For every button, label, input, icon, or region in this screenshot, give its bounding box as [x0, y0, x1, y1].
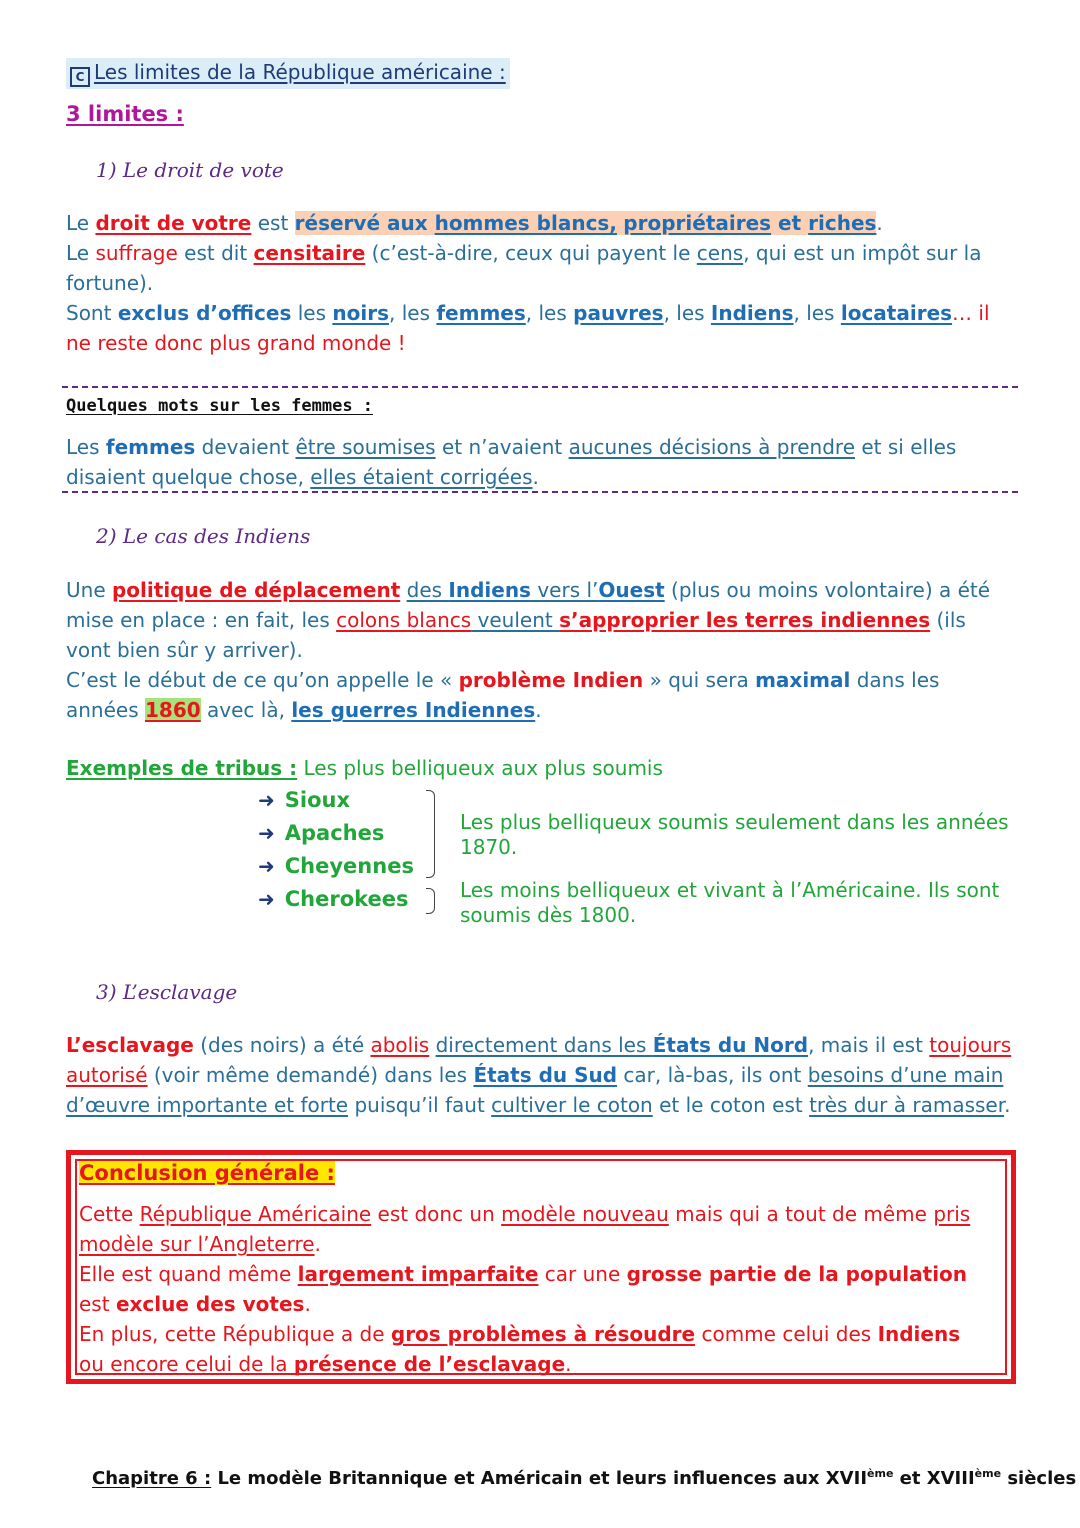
conclusion-title: Conclusion générale : — [79, 1161, 335, 1185]
s2-paragraph-2: C’est le début de ce qu’on appelle le « problème Indien » qui sera maximal dans les années 1860 avec là, les guerres Indiennes. — [66, 668, 940, 722]
s3-text — [66, 1030, 1016, 1120]
subsection-3-title: 3) L’esclavage — [96, 980, 238, 1004]
subsection-1-title: 1) Le droit de vote — [96, 158, 284, 182]
list-item: ➜ Cherokees — [258, 887, 409, 911]
s1-paragraph-3: Sont exclus d’offices les noirs, les femmes, les pauvres, les Indiens, les locataires… il ne reste donc plus grand monde ! — [66, 301, 990, 355]
s1-text — [66, 208, 1016, 358]
section-marker: C — [70, 67, 90, 87]
s1-paragraph-2: Le suffrage est dit censitaire (c’est-à-dire, ceux qui payent le cens, qui est un impôt sur la fortune). — [66, 241, 982, 295]
list-item: ➜ Sioux — [258, 788, 351, 812]
limits-heading: 3 limites : — [66, 102, 184, 126]
tribes-list — [258, 788, 414, 920]
conclusion-paragraph-3: En plus, cette République a de gros problèmes à résoudre comme celui des Indiens ou encore celui de la présence de l’esclavage. — [79, 1322, 961, 1376]
subsection-2-title: 2) Le cas des Indiens — [96, 524, 311, 548]
conclusion-box — [66, 1150, 1016, 1384]
s3-paragraph: L’esclavage (des noirs) a été abolis directement dans les États du Nord, mais il est toujours autorisé (voir même demandé) dans les États du Sud car, là-bas, ils ont besoins d’une main d’œuvre importante et forte puisqu’il faut cultiver le coton et le coton est très dur à ramasser. — [66, 1033, 1012, 1117]
tribes-note-2: Les moins belliqueux et vivant à l’Américaine. Ils sont soumis dès 1800. — [460, 878, 1000, 927]
conclusion-paragraph-1: Cette République Américaine est donc un modèle nouveau mais qui a tout de même pris modèle sur l’Angleterre. — [79, 1202, 971, 1256]
divider-top — [62, 386, 1018, 388]
page-footer: Chapitre 6 : Le modèle Britannique et Américain et leurs influences aux XVIIème et XVIIIème siècles — [92, 1467, 1077, 1489]
tribes-note-1: Les plus belliqueux soumis seulement dans les années 1870. — [460, 810, 1009, 859]
brace-1 — [426, 790, 435, 878]
s2-paragraph-1: Une politique de déplacement des Indiens vers l’Ouest (plus ou moins volontaire) a été mise en place : en fait, les colons blancs veulent s’approprier les terres indiennes (ils vont bien sûr y arriver). — [66, 578, 991, 662]
examples-line: Exemples de tribus : Les plus belliqueux aux plus soumis — [66, 756, 663, 780]
conclusion-text — [79, 1199, 979, 1379]
divider-bottom — [62, 491, 1018, 493]
women-box-title: Quelques mots sur les femmes : — [66, 396, 374, 416]
list-item: ➜ Apaches — [258, 821, 385, 845]
brace-2 — [426, 888, 435, 914]
section-title — [66, 58, 510, 89]
s1-paragraph-1: Le droit de votre est réservé aux hommes blancs, propriétaires et riches. — [66, 211, 883, 235]
women-box-text: Les femmes devaient être soumises et n’avaient aucunes décisions à prendre et si elles disaient quelque chose, elles étaient corrigées. — [66, 435, 957, 489]
conclusion-paragraph-2: Elle est quand même largement imparfaite car une grosse partie de la population est exclue des votes. — [79, 1262, 968, 1316]
section-title-text: Les limites de la République américaine : — [94, 60, 506, 84]
list-item: ➜ Cheyennes — [258, 854, 414, 878]
s2-text — [66, 575, 1016, 725]
